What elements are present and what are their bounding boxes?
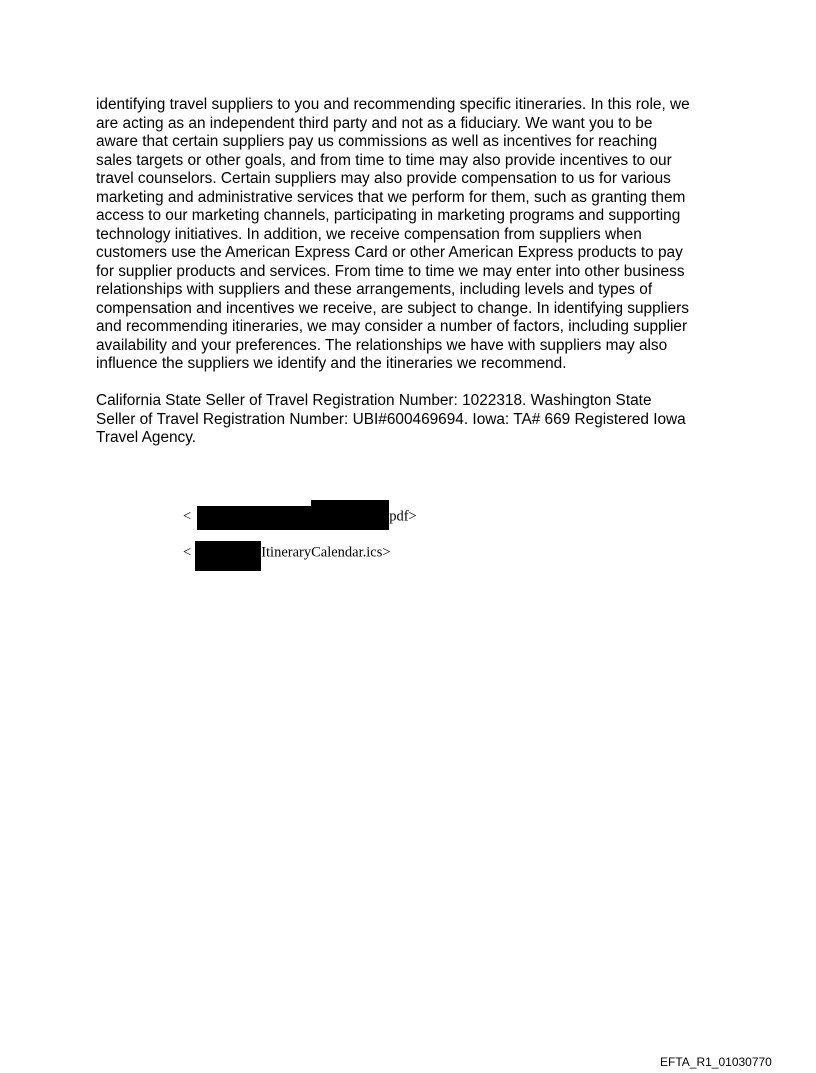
text-line: identifying travel suppliers to you and recommending specific itineraries. In this role, we	[96, 96, 690, 113]
attachment-suffix: ItineraryCalendar.ics>	[261, 544, 391, 561]
text-line: for supplier products and services. From time to time we may enter into other business	[96, 262, 685, 280]
redaction-block	[197, 506, 311, 530]
text-line: sales targets or other goals, and from time to time may also provide incentives to our	[96, 151, 672, 169]
disclosure-paragraph	[96, 96, 736, 374]
text-line: travel counselors. Certain suppliers may also provide compensation to us for various	[96, 170, 671, 187]
text-line: California State Seller of Travel Registration Number: 1022318. Washington State	[96, 392, 652, 409]
text-line: are acting as an independent third party and not as a fiduciary. We want you to be	[96, 114, 653, 132]
attachment-suffix: pdf>	[389, 508, 417, 525]
text-line: compensation and incentives we receive, are subject to change. In identifying suppliers	[96, 299, 689, 317]
attachment-prefix: <	[183, 544, 192, 561]
document-id-footer: EFTA_R1_01030770	[660, 1055, 772, 1069]
text-line: relationships with suppliers and these arrangements, including levels and types of	[96, 281, 653, 298]
redaction-block	[195, 541, 261, 571]
text-line: aware that certain suppliers pay us commissions as well as incentives for reaching	[96, 133, 658, 150]
text-line: marketing and administrative services that we perform for them, such as granting them	[96, 188, 686, 206]
registration-paragraph	[96, 392, 736, 448]
attachment-pdf-link[interactable]	[183, 502, 417, 532]
attachment-prefix: <	[183, 508, 192, 525]
text-line: influence the suppliers we identify and the itineraries we recommend.	[96, 355, 567, 372]
text-line: technology initiatives. In addition, we receive compensation from suppliers when	[96, 225, 642, 243]
text-line: Seller of Travel Registration Number: UBI#600469694. Iowa: TA# 669 Registered Iowa	[96, 410, 686, 428]
text-line: customers use the American Express Card or other American Express products to pay	[96, 244, 683, 261]
text-line: Travel Agency.	[96, 429, 197, 446]
text-line: availability and your preferences. The relationships we have with suppliers may also	[96, 336, 668, 354]
text-line: and recommending itineraries, we may consider a number of factors, including supplier	[96, 318, 688, 335]
redaction-block	[311, 500, 389, 530]
attachment-ics-link[interactable]	[183, 538, 391, 568]
text-line: access to our marketing channels, participating in marketing programs and supporting	[96, 207, 681, 224]
